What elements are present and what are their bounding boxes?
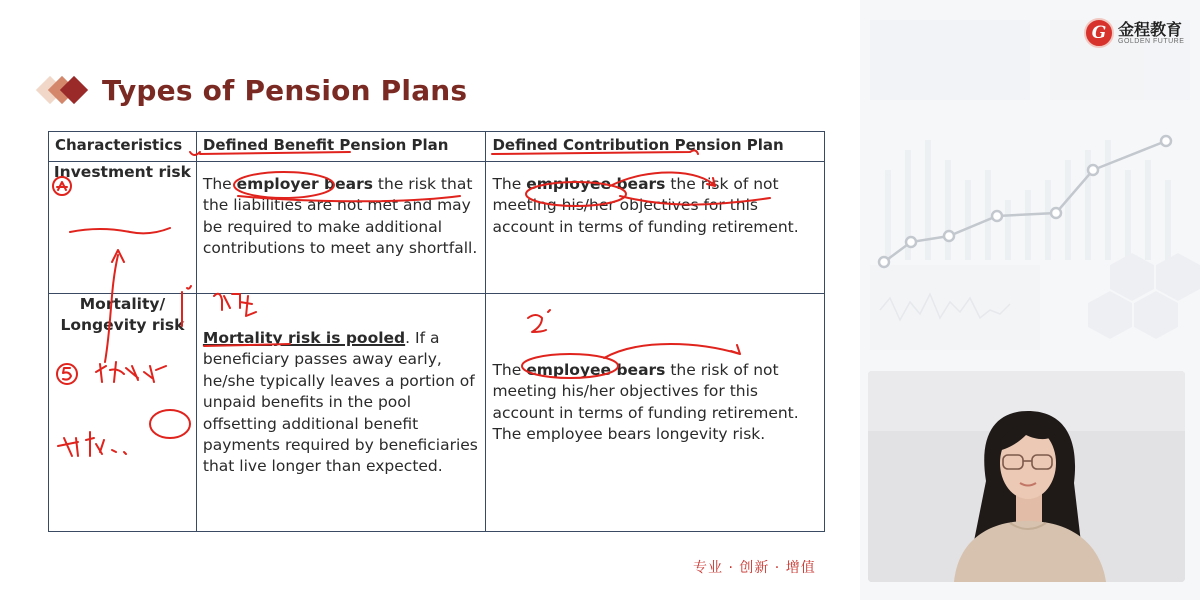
table-row <box>49 294 825 532</box>
logo-name-en: GOLDEN FUTURE <box>1118 38 1185 45</box>
logo-name-cn: 金程教育 <box>1118 20 1183 39</box>
dc-investment-rest: the risk of not meeting his/her objectives for this account in terms of funding retirement. <box>492 175 799 236</box>
db-mortality-rest: . If a beneficiary passes away early, he/she typically leaves a portion of unpaid benefits in the pool offsetting additional benefit payments required by beneficiaries that live longer than expected. <box>202 329 478 476</box>
dc-mortality-rest: the risk of not meeting his/her objectives for this account in terms of funding retirement. The employee bears longevity risk. <box>492 361 799 444</box>
presenter-webcam <box>868 371 1185 582</box>
dc-mortality-bold: employee bears <box>526 361 666 379</box>
logo-mark-icon: G <box>1084 18 1114 48</box>
db-investment-rest: the risk that the liabilities are not met and may be required to make additional contributions to meet any shortfall. <box>202 175 478 258</box>
dc-mortality-cell <box>486 294 825 532</box>
dc-investment-cell <box>486 162 825 294</box>
logo-text <box>1118 21 1184 45</box>
title-bar <box>36 70 467 110</box>
dc-investment-pre: The <box>492 175 527 193</box>
dc-mortality-pre: The <box>492 361 527 379</box>
background-chart-graphic <box>860 10 1200 370</box>
pension-table <box>48 131 825 532</box>
presenter-silhouette-icon <box>868 371 1185 582</box>
row-label-line1: Mortality/ <box>79 295 166 313</box>
header-characteristics: Characteristics <box>49 132 197 162</box>
db-mortality-cell <box>196 294 486 532</box>
db-investment-cell <box>196 162 486 294</box>
header-defined-contribution: Defined Contribution Pension Plan <box>486 132 825 162</box>
dc-investment-bold: employee bears <box>526 175 666 193</box>
row-label-mortality-risk <box>49 294 197 532</box>
company-logo <box>1084 18 1184 48</box>
db-investment-bold: employer bears <box>236 175 373 193</box>
table-row <box>49 162 825 294</box>
db-mortality-bold: Mortality risk is pooled <box>202 329 406 347</box>
slide-title: Types of Pension Plans <box>102 73 468 107</box>
header-row <box>49 132 825 162</box>
row-label-line2: Longevity risk <box>60 316 185 334</box>
title-diamonds-icon <box>36 72 96 108</box>
header-defined-benefit: Defined Benefit Pension Plan <box>196 132 486 162</box>
db-investment-pre: The <box>202 175 237 193</box>
row-label-investment-risk: Investment risk <box>49 162 197 294</box>
footer-slogan: 专业 · 创新 · 增值 <box>693 560 816 576</box>
